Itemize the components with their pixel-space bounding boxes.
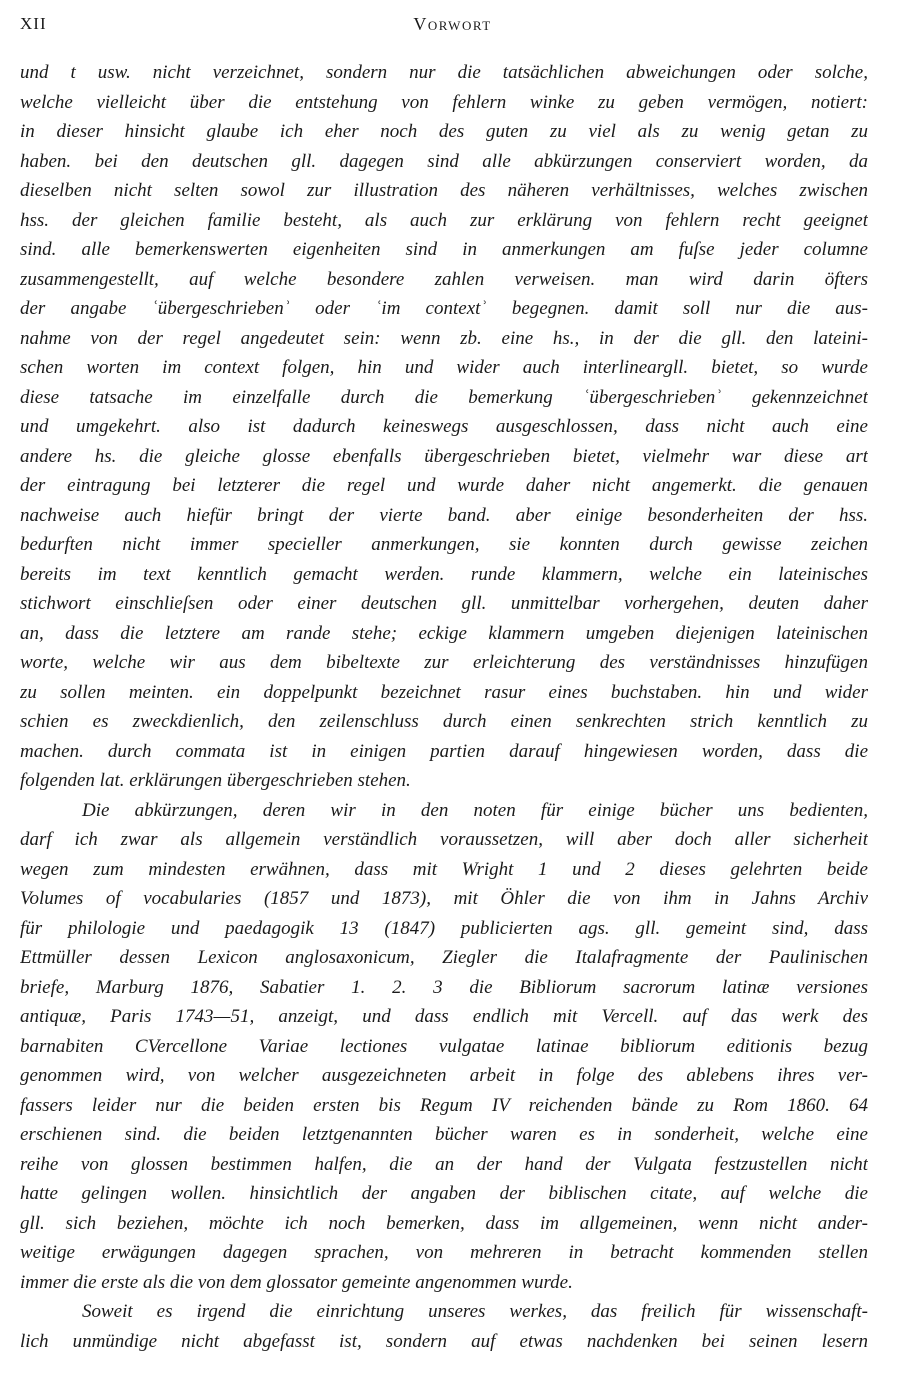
- text-line: Die abkürzungen, deren wir in den noten für einige bücher uns bedienten,: [82, 799, 868, 821]
- paragraph: [20, 796, 868, 1298]
- page-header: [20, 12, 885, 42]
- text-line: folgenden lat. erklärungen übergeschrieben stehen.: [20, 770, 411, 791]
- body-text: [20, 58, 868, 1356]
- text-line: der eintragung bei letzterer die regel und wurde daher nicht angemerkt. die genauen: [20, 475, 868, 496]
- text-line: sind. alle bemerkenswerten eigenheiten sind in anmerkungen am fuſse jeder columne: [20, 239, 868, 260]
- text-line: Soweit es irgend die einrichtung unseres werkes, das freilich für wissenschaft-: [82, 1301, 868, 1322]
- text-line: barnabiten CVercellone Variae lectiones vulgatae latinae bibliorum editionis bezug: [20, 1035, 868, 1057]
- text-line: weitige erwägungen dagegen sprachen, von mehreren in betracht kommenden stellen: [20, 1242, 868, 1263]
- text-line: lich unmündige nicht abgefasst ist, sondern auf etwas nachdenken bei seinen lesern: [20, 1330, 868, 1352]
- text-line: wegen zum mindesten erwähnen, dass mit Wright 1 und 2 dieses gelehrten beide: [20, 858, 868, 880]
- running-title: Vorwort: [413, 14, 492, 34]
- text-line: nahme von der regel angedeutet sein: wenn zb. eine hs., in der die gll. den lateini-: [20, 327, 868, 349]
- text-line: diese tatsache im einzelfalle durch die bemerkung ʿübergeschriebenʾ gekennzeichnet: [20, 386, 868, 408]
- text-line: bereits im text kenntlich gemacht werden. runde klammern, welche ein lateinisches: [20, 563, 868, 585]
- text-line: erschienen sind. die beiden letztgenannten bücher waren es in sonderheit, welche eine: [20, 1124, 868, 1145]
- text-line: genommen wird, von welcher ausgezeichneten arbeit in folge des ablebens ihres ver-: [20, 1065, 868, 1086]
- text-line: reihe von glossen bestimmen halfen, die an der hand der Vulgata festzustellen nicht: [20, 1153, 868, 1175]
- text-line: nachweise auch hiefür bringt der vierte band. aber einige besonderheiten der hss.: [20, 504, 868, 526]
- text-line: dieselben nicht selten sowol zur illustration des näheren verhältnisses, welches zwischen: [20, 180, 868, 201]
- text-line: hatte gelingen wollen. hinsichtlich der angaben der biblischen citate, auf welche die: [20, 1183, 868, 1204]
- text-line: haben. bei den deutschen gll. dagegen sind alle abkürzungen conserviert worden, da: [20, 150, 868, 172]
- text-line: immer die erste als die von dem glossator gemeinte angenommen wurde.: [20, 1271, 573, 1293]
- text-line: Ettmüller dessen Lexicon anglosaxonicum, Ziegler die Italafragmente der Paulinischen: [20, 947, 868, 968]
- page-number: XII: [20, 14, 47, 33]
- text-line: der angabe ʿübergeschriebenʾ oder ʿim contextʾ begegnen. damit soll nur die aus-: [20, 298, 868, 319]
- text-line: machen. durch commata ist in einigen partien darauf hingewiesen worden, dass die: [20, 740, 868, 762]
- text-line: in dieser hinsicht glaube ich eher noch des guten zu viel als zu wenig getan zu: [20, 121, 868, 142]
- text-line: fassers leider nur die beiden ersten bis Regum IV reichenden bände zu Rom 1860. 64: [20, 1094, 868, 1116]
- text-line: bedurften nicht immer specieller anmerkungen, sie konnten durch gewisse zeichen: [20, 534, 868, 555]
- text-line: schen worten im context folgen, hin und wider auch interlineargll. bietet, so wurde: [20, 357, 868, 378]
- text-line: für philologie und paedagogik 13 (1847) publicierten ags. gll. gemeint sind, dass: [20, 917, 868, 939]
- text-line: schien es zweckdienlich, den zeilenschluss durch einen senkrechten strich kenntlich zu: [20, 711, 868, 732]
- text-line: an, dass die letztere am rande stehe; eckige klammern umgeben diejenigen lateinischen: [20, 622, 868, 644]
- text-line: Volumes of vocabularies (1857 und 1873), mit Öhler die von ihm in Jahns Archiv: [20, 888, 868, 909]
- text-line: stichwort einschlieſsen oder einer deutschen gll. unmittelbar vorhergehen, deuten daher: [20, 593, 868, 614]
- paragraph: [20, 58, 868, 796]
- text-line: zusammengestellt, auf welche besondere zahlen verweisen. man wird darin öfters: [20, 268, 868, 290]
- text-line: zu sollen meinten. ein doppelpunkt bezeichnet rasur eines buchstaben. hin und wider: [20, 681, 868, 703]
- text-line: antiquæ, Paris 1743—51, anzeigt, und dass endlich mit Vercell. auf das werk des: [20, 1006, 868, 1027]
- paragraph: [20, 1297, 868, 1356]
- text-line: und t usw. nicht verzeichnet, sondern nur die tatsächlichen abweichungen oder solche,: [20, 62, 868, 83]
- text-line: worte, welche wir aus dem bibeltexte zur erleichterung des verständnisses hinzufügen: [20, 652, 868, 673]
- text-line: briefe, Marburg 1876, Sabatier 1. 2. 3 die Bibliorum sacrorum latinæ versiones: [20, 976, 868, 998]
- text-line: gll. sich beziehen, möchte ich noch bemerken, dass im allgemeinen, wenn nicht ander-: [20, 1212, 868, 1234]
- text-line: darf ich zwar als allgemein verständlich voraussetzen, will aber doch aller sicherheit: [20, 829, 868, 850]
- text-line: und umgekehrt. also ist dadurch keineswegs ausgeschlossen, dass nicht auch eine: [20, 416, 868, 437]
- text-line: hss. der gleichen familie besteht, als auch zur erklärung von fehlern recht geeignet: [20, 209, 868, 231]
- text-line: welche vielleicht über die entstehung von fehlern winke zu geben vermögen, notiert:: [20, 91, 868, 113]
- text-line: andere hs. die gleiche glosse ebenfalls übergeschrieben bietet, vielmehr war diese art: [20, 445, 868, 467]
